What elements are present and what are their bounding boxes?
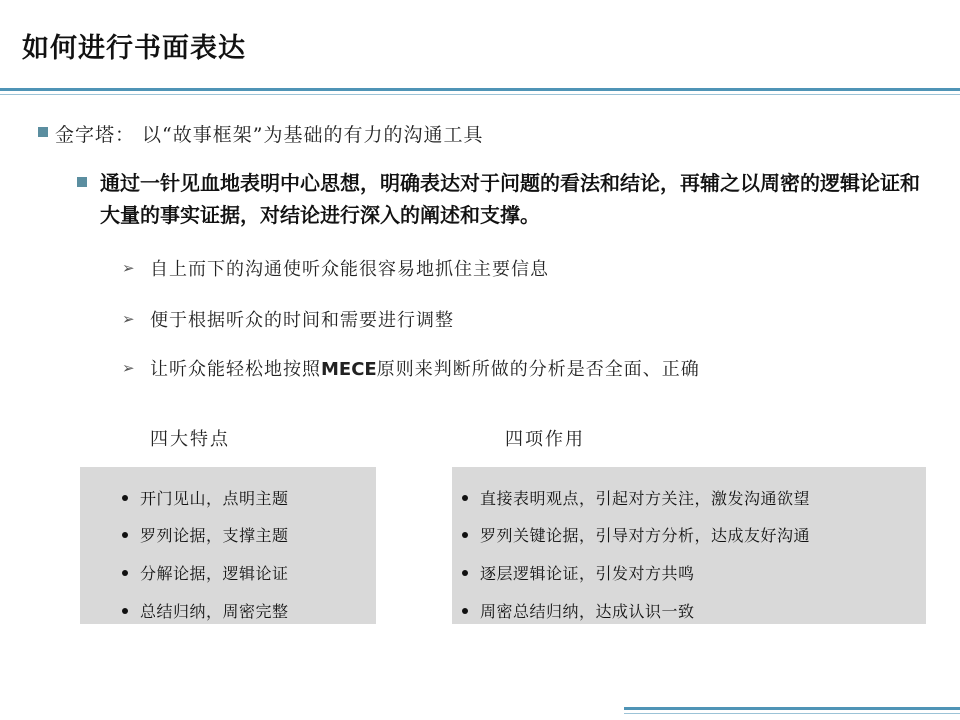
footer-divider-thin: [624, 713, 960, 714]
header-divider-thin: [0, 94, 960, 95]
list-item: 开门见山，点明主题: [122, 486, 289, 509]
list-item: 分解论据，逻辑论证: [122, 561, 289, 584]
subpoint-top-down: 自上而下的沟通使听众能很容易地抓住主要信息: [150, 259, 549, 280]
bullet-dot-icon: [122, 608, 128, 614]
bullet-dot-icon: [122, 495, 128, 501]
list-item: 逐层逻辑论证，引发对方共鸣: [462, 561, 695, 584]
point-pyramid: 金字塔： 以“故事框架”为基础的有力的沟通工具: [55, 124, 484, 146]
bullet-dot-icon: [122, 532, 128, 538]
features-box: [80, 467, 376, 624]
subpoint-mece-pre: 让听众能轻松地按照: [150, 359, 321, 380]
list-item: 总结归纳，周密完整: [122, 599, 289, 622]
square-bullet-icon: [38, 127, 48, 137]
list-item: 周密总结归纳，达成认识一致: [462, 599, 695, 622]
header-divider: [0, 88, 960, 91]
chevron-right-icon: ➢: [122, 310, 135, 328]
subpoint-mece-post: 原则来判断所做的分析是否全面、正确: [376, 359, 700, 380]
bullet-dot-icon: [462, 495, 468, 501]
bullet-dot-icon: [462, 532, 468, 538]
list-item: 罗列关键论据，引导对方分析，达成友好沟通: [462, 523, 810, 546]
bullet-dot-icon: [462, 608, 468, 614]
functions-box: [452, 467, 926, 624]
footer-divider: [624, 707, 960, 710]
features-heading: 四大特点: [150, 429, 230, 450]
chevron-right-icon: ➢: [122, 259, 135, 277]
list-item: 直接表明观点，引起对方关注，激发沟通欲望: [462, 486, 810, 509]
bullet-dot-icon: [462, 570, 468, 576]
point-main-idea: 通过一针见血地表明中心思想，明确表达对于问题的看法和结论，再辅之以周密的逻辑论证和大量的事实证据，对结论进行深入的阐述和支撑。: [100, 171, 920, 227]
functions-heading: 四项作用: [505, 429, 585, 450]
mece-term: MECE: [321, 359, 377, 380]
slide-title: 如何进行书面表达: [22, 33, 246, 64]
subpoint-adjust: 便于根据听众的时间和需要进行调整: [150, 310, 454, 331]
subpoint-mece: [150, 355, 700, 381]
bullet-dot-icon: [122, 570, 128, 576]
chevron-right-icon: ➢: [122, 359, 135, 377]
square-bullet-icon: [77, 177, 87, 187]
list-item: 罗列论据，支撑主题: [122, 523, 289, 546]
